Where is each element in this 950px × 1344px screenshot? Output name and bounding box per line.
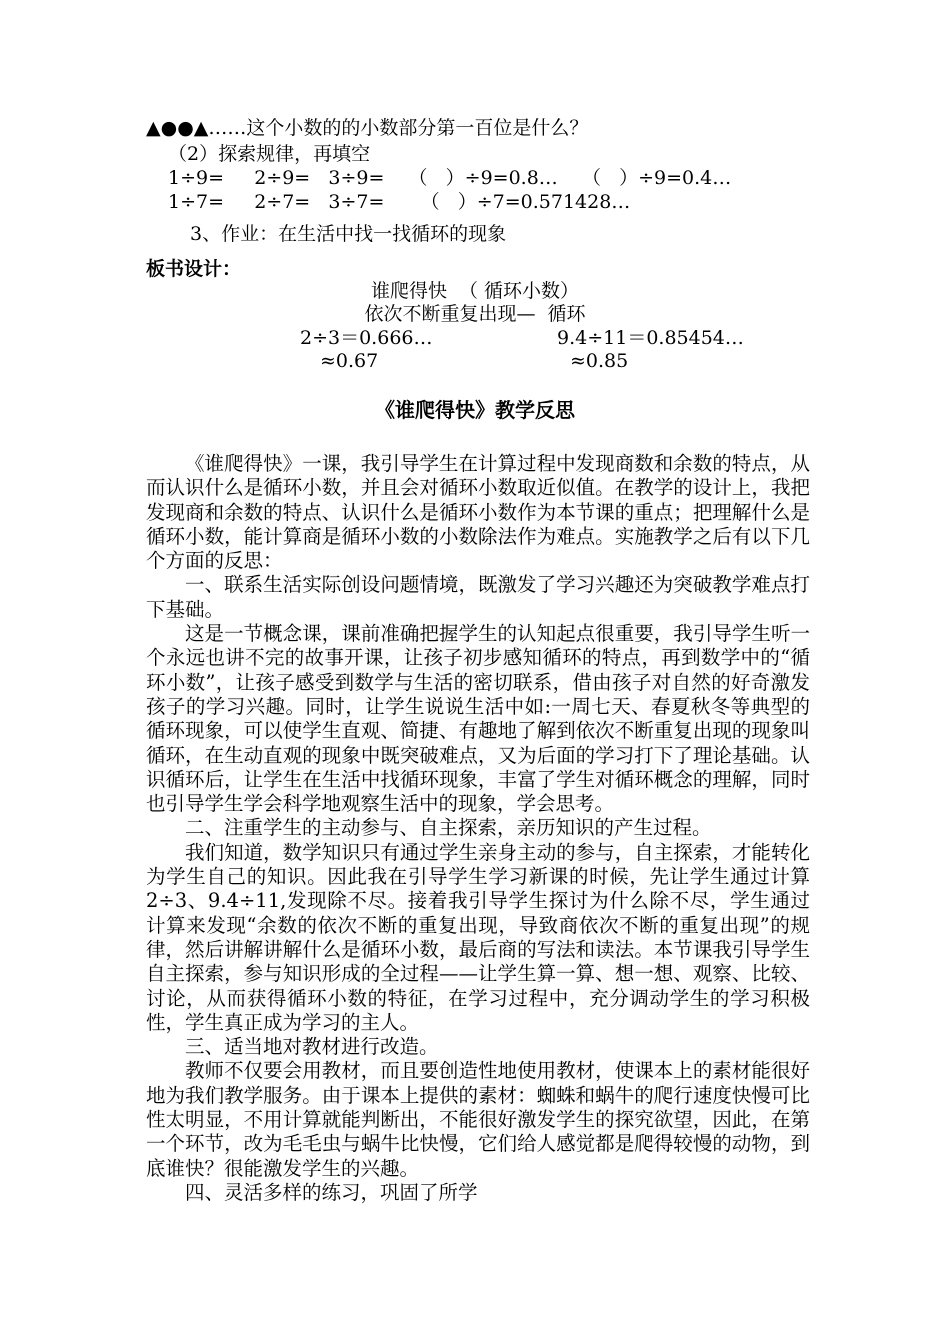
paragraph: 教师不仅要会用教材，而且要创造性地使用教材，使课本上的素材能很好地为我们教学服务。由于课本上提供的素材：蜘蛛和蜗牛的爬行速度快慢可比性太明显，不用计算就能判断出，不能很好激发学生的探究欲望，因此，在第一个环节，改为毛毛虫与蜗牛比快慢，它们给人感觉都是爬得较慢的动物，到底谁快？很能激发学生的兴趣。: [146, 1059, 810, 1180]
paragraph: 三、适当地对教材进行改造。: [185, 1035, 439, 1059]
board-approx-1: ≈0.67: [320, 350, 379, 372]
board-example-2: 9.4÷11＝0.85454…: [557, 327, 744, 349]
paragraph: 我们知道，数学知识只有通过学生亲身主动的参与，自主探索，才能转化为学生自己的知识。因此我在引导学生学习新课的时候，先让学生通过计算2÷3、9.4÷11,发现除不尽。接着我引导学生探讨为什么除不尽，学生通过计算来发现“余数的依次不断的重复出现，导致商依次不断的重复出现”的规律，然后讲解讲解什么是循环小数，最后商的写法和读法。本节课我引导学生自主探索，参与知识形成的全过程——让学生算一算、想一想、观察、比较、讨论，从而获得循环小数的特征，在学习过程中，充分调动学生的学习积极性，学生真正成为学习的主人。: [146, 840, 810, 1034]
board-title: 谁爬得快 （ 循环小数）: [370, 280, 580, 302]
board-design-label: 板书设计：: [146, 258, 242, 280]
paragraph: 二、注重学生的主动参与、自主探索，亲历知识的产生过程。: [185, 816, 712, 840]
top-question: ▲●●▲……这个小数的的小数部分第一百位是什么？: [146, 117, 589, 139]
explore-title: （2）探索规律，再填空: [168, 143, 371, 165]
division-row-1: 1÷9= 2÷9= 3÷9= （ ）÷9=0.8… （ ）÷9=0.4…: [168, 167, 732, 189]
paragraph: 这是一节概念课，课前准确把握学生的认知起点很重要，我引导学生听一个永远也讲不完的故事开课，让孩子初步感知循环的特点，再到数学中的“循环小数”，让孩子感受到数学与生活的密切联系，借由孩子对自然的好奇激发孩子的学习兴趣。同时，让学生说说生活中如:一周七天、春夏秋冬等典型的循环现象，可以使学生直观、简捷、有趣地了解到依次不断重复出现的现象叫循环，在生动直观的现象中既突破难点，又为后面的学习打下了理论基础。认识循环后，让学生在生活中找循环现象，丰富了学生对循环概念的理解，同时也引导学生学会科学地观察生活中的现象，学会思考。: [146, 622, 810, 816]
board-example-1: 2÷3＝0.666…: [300, 327, 433, 349]
reflection-title: 《谁爬得快》教学反思: [375, 398, 575, 422]
paragraph: 一、联系生活实际创设问题情境，既激发了学习兴趣还为突破教学难点打下基础。: [146, 573, 810, 621]
division-row-2: 1÷7= 2÷7= 3÷7= （ ）÷7=0.571428…: [168, 191, 631, 213]
paragraph: 《谁爬得快》一课，我引导学生在计算过程中发现商数和余数的特点，从而认识什么是循环小数，并且会对循环小数取近似值。在教学的设计上，我把发现商和余数的特点、认识什么是循环小数作为本节课的重点；把理解什么是循环小数，能计算商是循环小数的小数除法作为难点。实施教学之后有以下几个方面的反思：: [146, 452, 810, 573]
board-approx-2: ≈0.85: [570, 350, 629, 372]
board-subtitle: 依次不断重复出现— 循环: [364, 303, 586, 325]
reflection-body: [146, 452, 810, 1205]
paragraph: 四、灵活多样的练习，巩固了所学: [185, 1180, 478, 1204]
homework-line: 3、作业：在生活中找一找循环的现象: [190, 223, 507, 245]
